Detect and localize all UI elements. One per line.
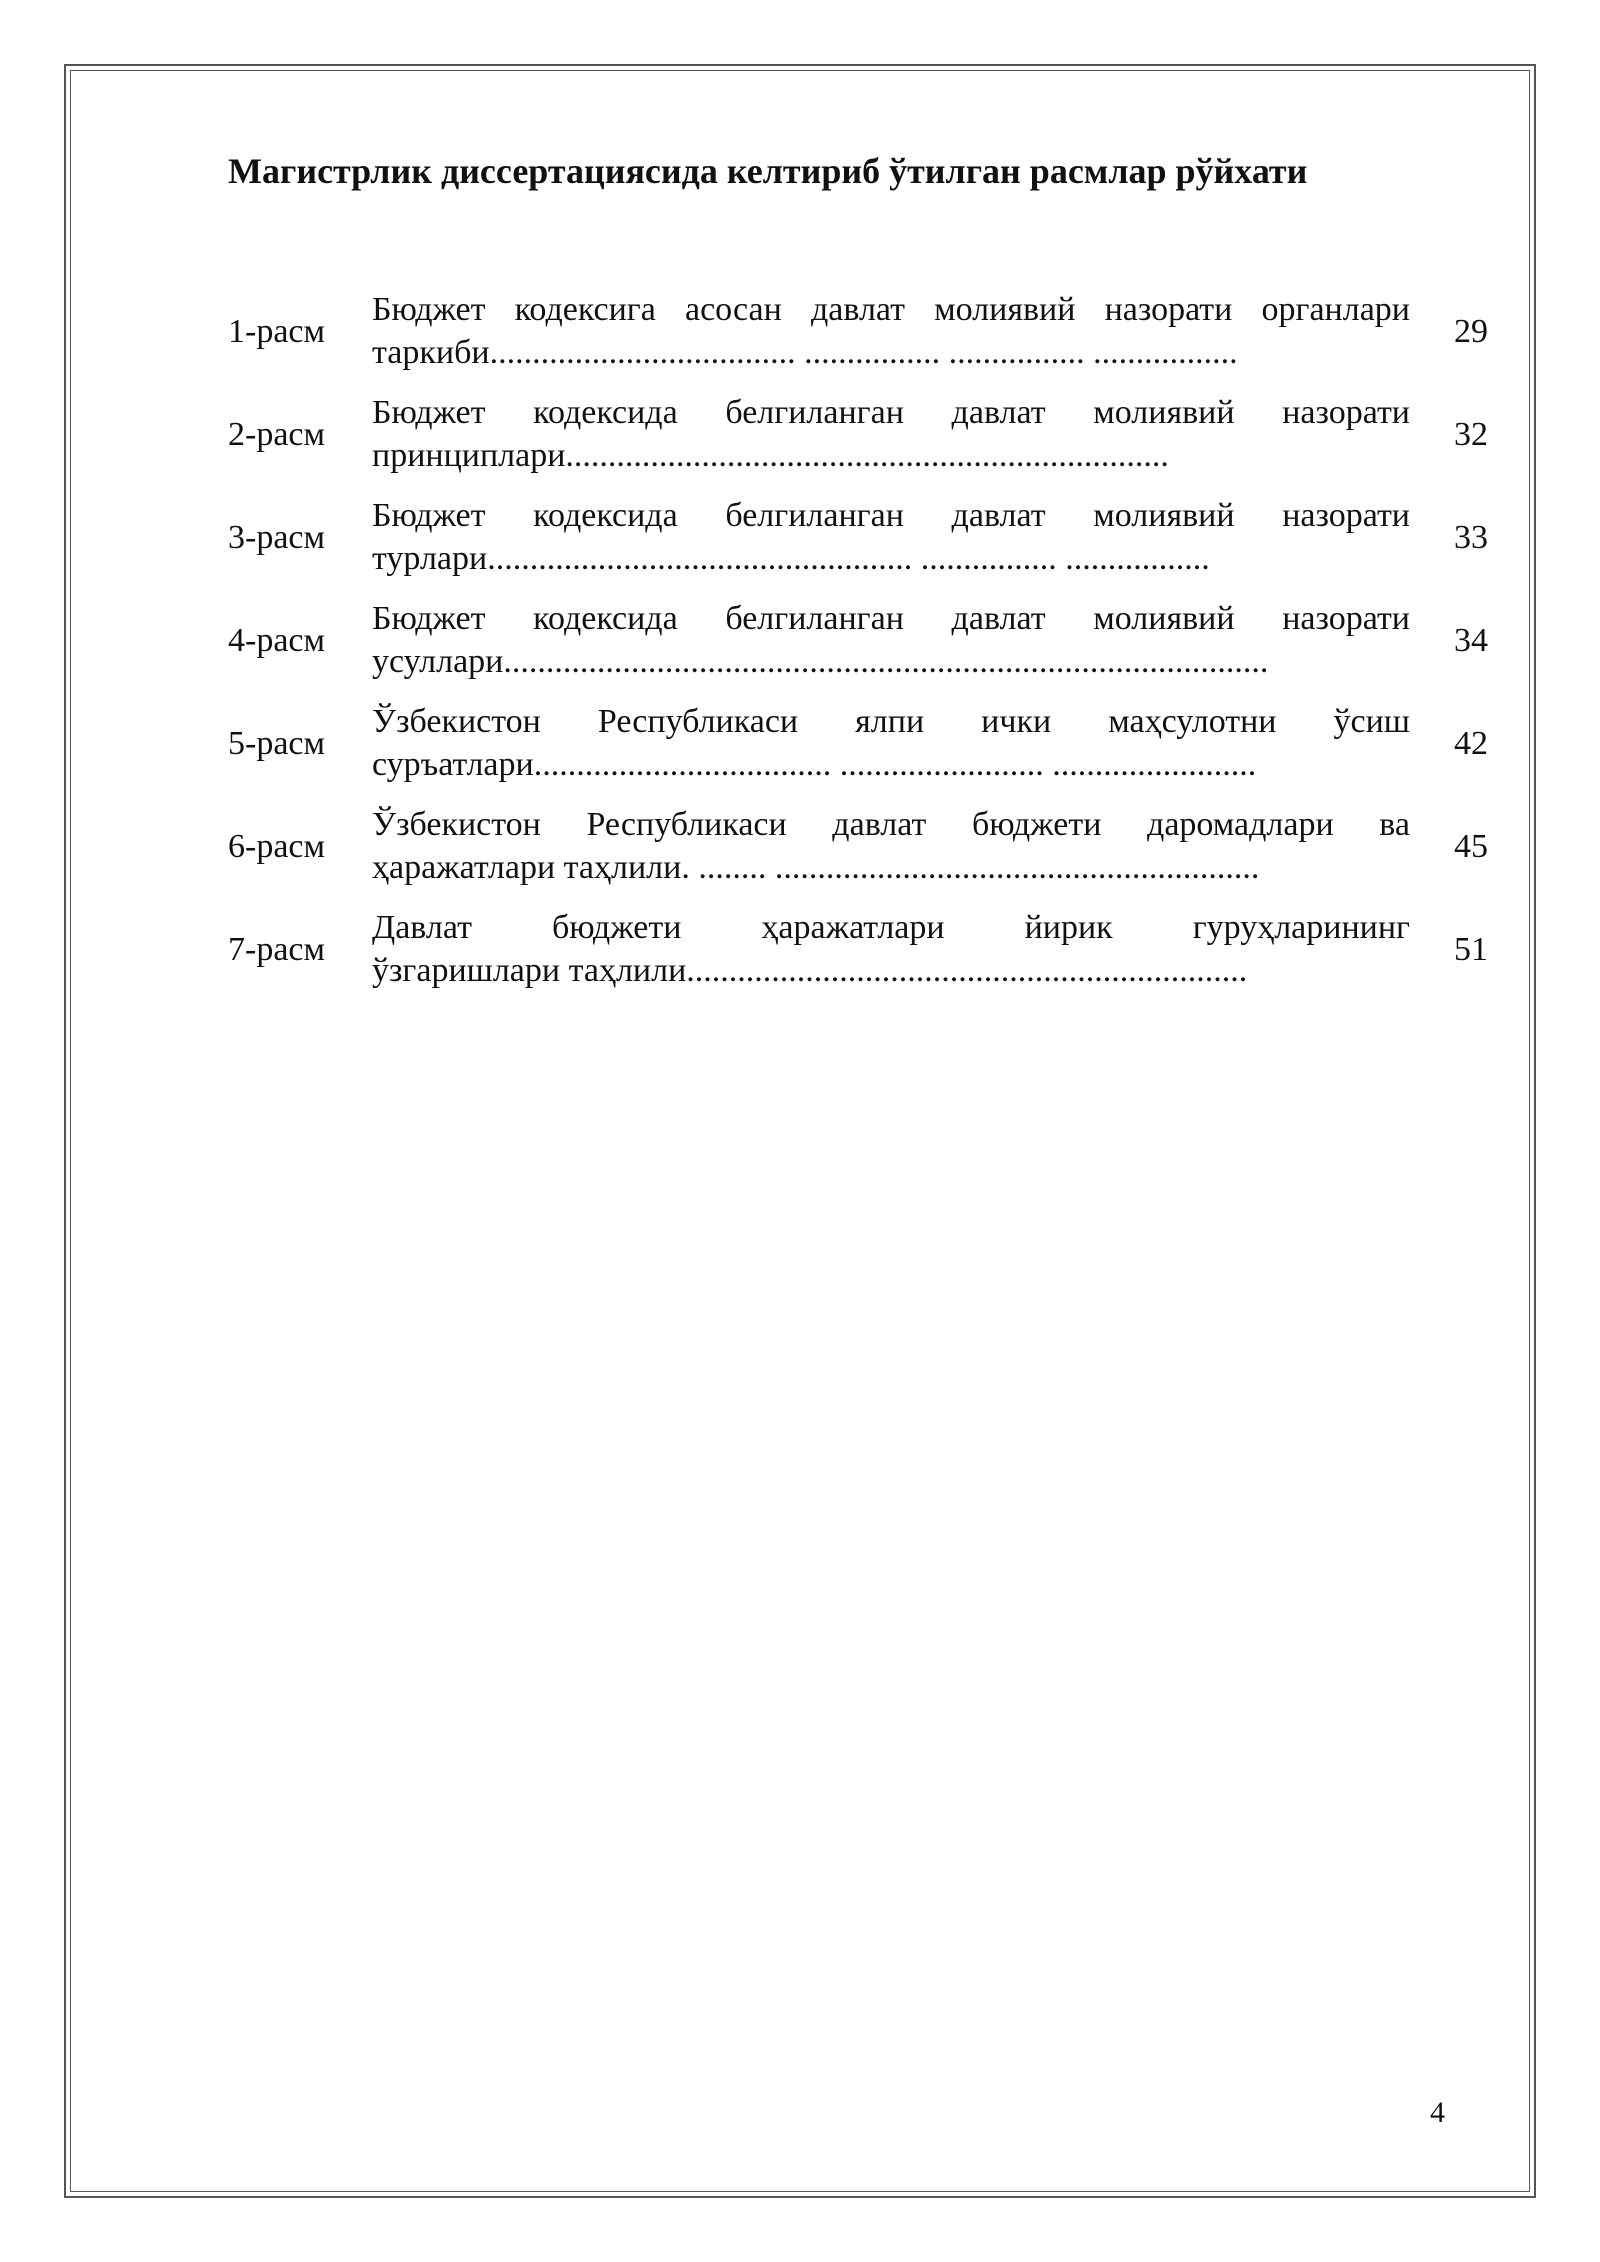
figure-description-line1: Ўзбекистон Республикаси давлат бюджети даромадлари ва [372, 806, 1410, 843]
figure-description [372, 391, 1410, 477]
figure-label: 5-расм [228, 724, 326, 762]
figure-description-line1: Давлат бюджети ҳаражатлари йирик гуруҳларининг [372, 909, 1410, 946]
figure-description-line1: Бюджет кодексига асосан давлат молиявий назорати органлари [372, 291, 1410, 328]
figure-description [372, 906, 1410, 992]
list-item [228, 391, 1488, 494]
figure-label: 4-расм [228, 621, 326, 659]
figure-label: 3-расм [228, 518, 326, 556]
figure-description-line2: ҳаражатлари таҳлили. ........ ......................................................... [372, 849, 1260, 886]
figure-description [372, 700, 1410, 786]
figure-page-number: 51 [1454, 930, 1488, 968]
figure-description-line1: Ўзбекистон Республикаси ялпи ички маҳсулотни ўсиш [372, 703, 1410, 740]
list-item [228, 906, 1488, 1009]
figure-page-number: 45 [1454, 827, 1488, 865]
figure-label: 2-расм [228, 415, 326, 453]
figure-description-line2: суръатлари................................... ........................ ........................ [372, 746, 1257, 783]
list-item [228, 494, 1488, 597]
list-item [228, 700, 1488, 803]
document-title: Магистрлик диссертациясида келтириб ўтилган расмлар рўйхати [228, 151, 1308, 191]
list-item [228, 803, 1488, 906]
figure-description-line2: таркиби.................................... ................ ................ ................. [372, 334, 1238, 371]
figure-description-line1: Бюджет кодексида белгиланган давлат молиявий назорати [372, 497, 1410, 534]
figure-description-line2: ўзгаришлари таҳлили.................................................................. [372, 952, 1248, 989]
list-item [228, 288, 1488, 391]
figure-list [228, 288, 1488, 1009]
figure-description-line2: турлари.................................................. ................ ................. [372, 540, 1210, 577]
list-item [228, 597, 1488, 700]
figure-description-line2: принциплари....................................................................... [372, 437, 1169, 474]
figure-page-number: 42 [1454, 724, 1488, 762]
figure-description-line1: Бюджет кодексида белгиланган давлат молиявий назорати [372, 600, 1410, 637]
figure-description-line2: усуллари.......................................................................................... [372, 643, 1269, 680]
page-number: 4 [1430, 2096, 1445, 2129]
figure-page-number: 34 [1454, 621, 1488, 659]
figure-label: 7-расм [228, 930, 326, 968]
figure-description [372, 288, 1410, 374]
figure-description [372, 494, 1410, 580]
figure-description [372, 597, 1410, 683]
figure-label: 1-расм [228, 312, 326, 350]
figure-page-number: 29 [1454, 312, 1488, 350]
figure-page-number: 33 [1454, 518, 1488, 556]
figure-description-line1: Бюджет кодексида белгиланган давлат молиявий назорати [372, 394, 1410, 431]
figure-page-number: 32 [1454, 415, 1488, 453]
figure-label: 6-расм [228, 827, 326, 865]
figure-description [372, 803, 1410, 889]
